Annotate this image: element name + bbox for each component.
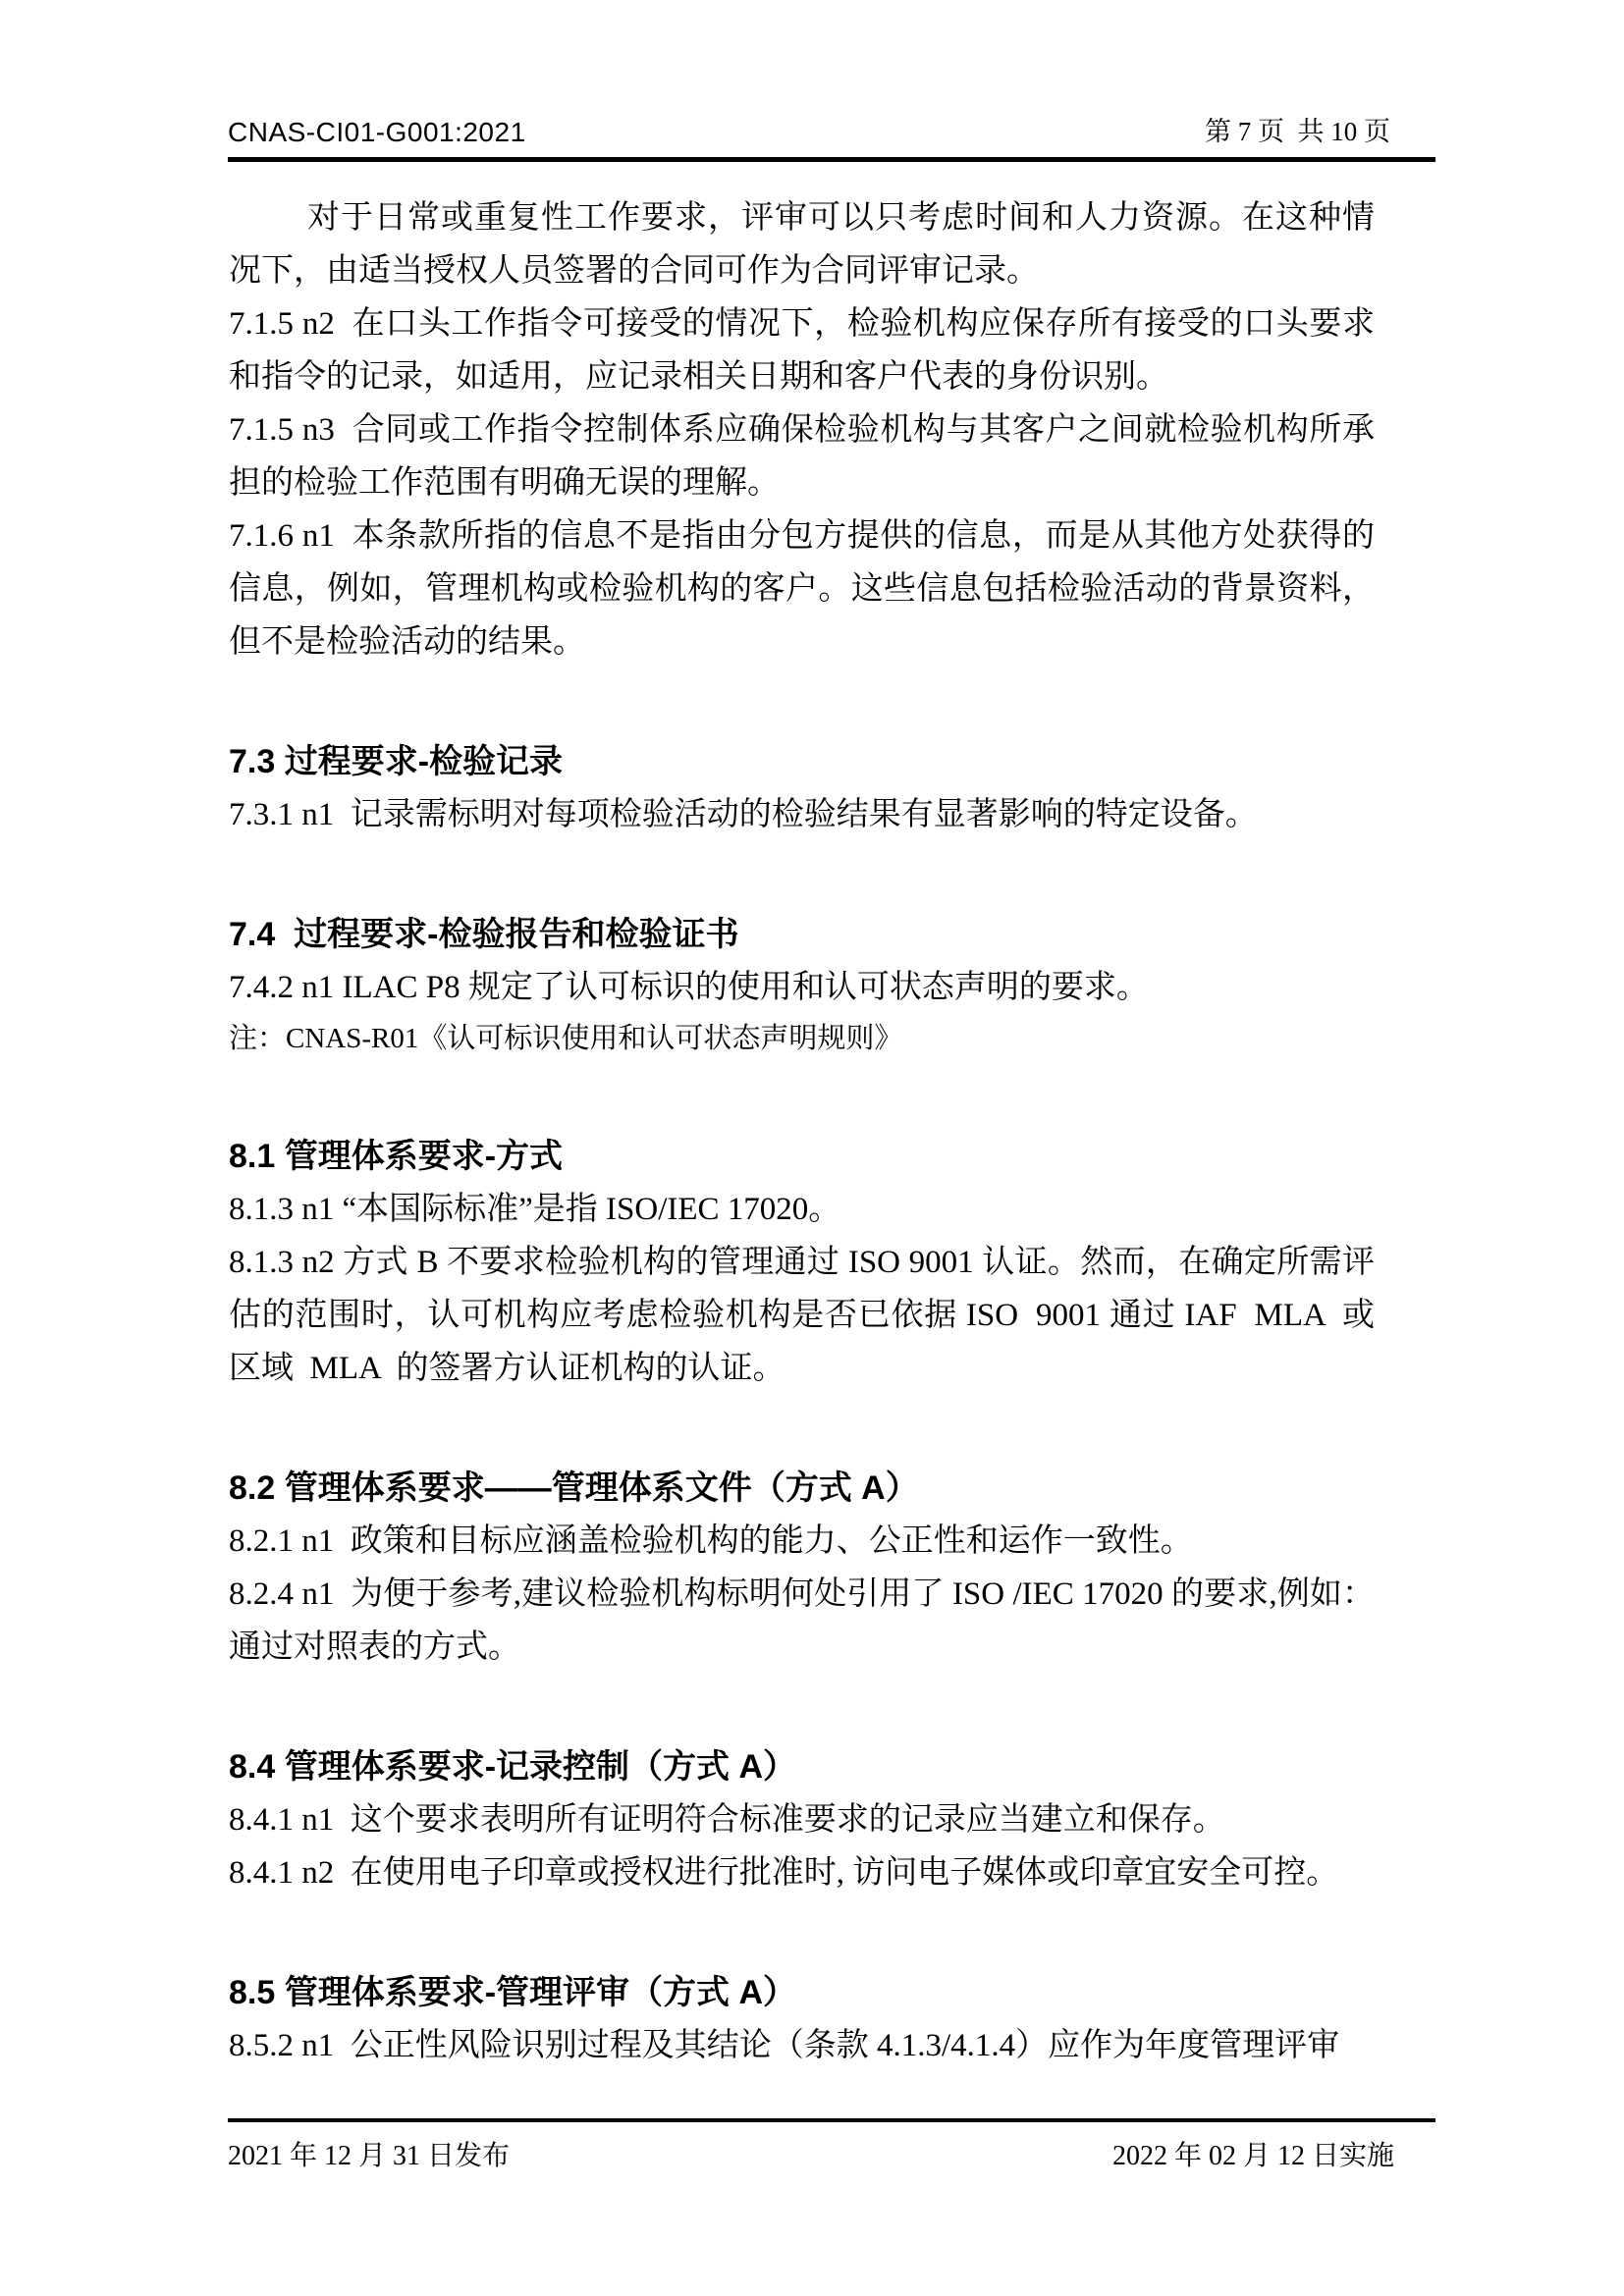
page-number-info: 第 7 页 共 10 页 bbox=[1205, 117, 1390, 146]
paragraph-8-1-3-n2: 8.1.3 n2 方式 B 不要求检验机构的管理通过 ISO 9001 认证。然而，在确定所需评估的范围时，认可机构应考虑检验机构是否已依据 ISO 9001 通过 IAF MLA 或区域 MLA 的签署方认证机构的认证。 bbox=[229, 1245, 1375, 1386]
paragraph-8-5-2-n1: 8.5.2 n1 公正性风险识别过程及其结论（条款 4.1.3/4.1.4）应作为年度管理评审 bbox=[229, 2028, 1340, 2063]
section-heading-8-5: 8.5 管理体系要求-管理评审（方式 A） bbox=[229, 1974, 797, 2011]
section-heading-7-4: 7.4 过程要求-检验报告和检验证书 bbox=[229, 916, 739, 953]
paragraph-contract-review: 对于日常或重复性工作要求，评审可以只考虑时间和人力资源。在这种情况下，由适当授权人员签署的合同可作为合同评审记录。 bbox=[229, 200, 1375, 289]
section-heading-7-3: 7.3 过程要求-检验记录 bbox=[229, 743, 564, 780]
page-header bbox=[228, 110, 1435, 162]
paragraph-7-1-5-n3: 7.1.5 n3 合同或工作指令控制体系应确保检验机构与其客户之间就检验机构所承担的检验工作范围有明确无误的理解。 bbox=[229, 412, 1375, 501]
section-heading-8-1: 8.1 管理体系要求-方式 bbox=[229, 1138, 564, 1175]
paragraph-7-4-2-n1: 7.4.2 n1 ILAC P8 规定了认可标识的使用和认可状态声明的要求。 bbox=[229, 970, 1149, 1005]
paragraph-8-2-4-n1: 8.2.4 n1 为便于参考,建议检验机构标明何处引用了 ISO /IEC 17020 的要求,例如：通过对照表的方式。 bbox=[229, 1576, 1375, 1665]
paragraph-8-4-1-n1: 8.4.1 n1 这个要求表明所有证明符合标准要求的记录应当建立和保存。 bbox=[229, 1802, 1225, 1838]
footer-implement-date: 2022 年 02 月 12 日实施 bbox=[1111, 2141, 1394, 2171]
paragraph-7-3-1-n1: 7.3.1 n1 记录需标明对每项检验活动的检验结果有显著影响的特定设备。 bbox=[229, 797, 1258, 832]
page-footer bbox=[228, 2118, 1435, 2173]
paragraph-7-1-6-n1: 7.1.6 n1 本条款所指的信息不是指由分包方提供的信息，而是从其他方处获得的信息，例如，管理机构或检验机构的客户。这些信息包括检验活动的背景资料，但不是检验活动的结果。 bbox=[229, 518, 1375, 660]
document-code: CNAS-CI01-G001:2021 bbox=[228, 117, 526, 147]
document-body bbox=[229, 191, 1375, 2072]
paragraph-8-2-1-n1: 8.2.1 n1 政策和目标应涵盖检验机构的能力、公正性和运作一致性。 bbox=[229, 1523, 1193, 1559]
footer-release-date: 2021 年 12 月 31 日发布 bbox=[228, 2141, 511, 2171]
paragraph-7-1-5-n2: 7.1.5 n2 在口头工作指令可接受的情况下，检验机构应保存所有接受的口头要求和指令的记录，如适用，应记录相关日期和客户代表的身份识别。 bbox=[229, 306, 1375, 395]
paragraph-8-4-1-n2: 8.4.1 n2 在使用电子印章或授权进行批准时, 访问电子媒体或印章宜安全可控。 bbox=[229, 1855, 1339, 1891]
paragraph-8-1-3-n1: 8.1.3 n1 “本国际标准”是指 ISO/IEC 17020。 bbox=[229, 1192, 841, 1227]
note-cnas-r01: 注：CNAS-R01《认可标识使用和认可状态声明规则》 bbox=[229, 1023, 903, 1054]
section-heading-8-4: 8.4 管理体系要求-记录控制（方式 A） bbox=[229, 1748, 797, 1786]
section-heading-8-2: 8.2 管理体系要求——管理体系文件（方式 A） bbox=[229, 1469, 919, 1507]
